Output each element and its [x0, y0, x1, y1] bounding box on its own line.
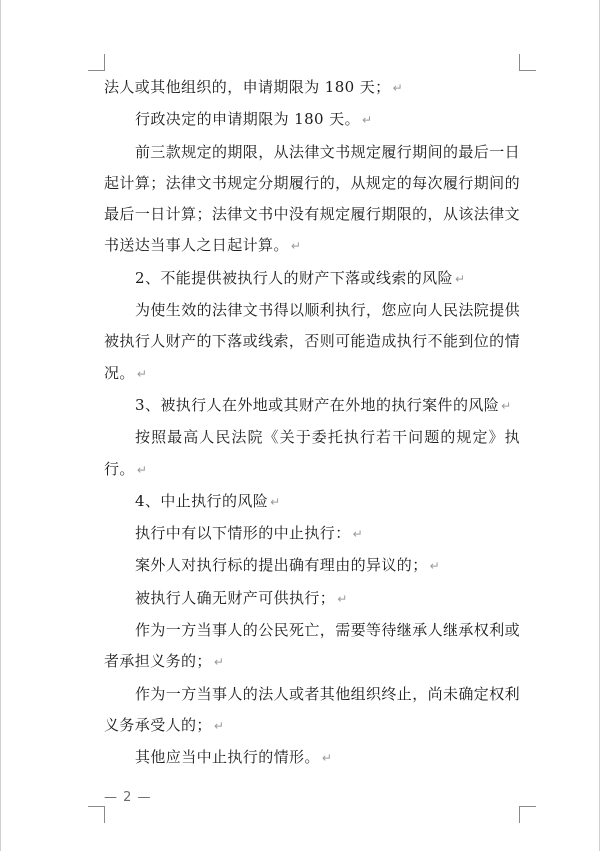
paragraph-text: 被执行人确无财产可供执行； [135, 588, 336, 607]
paragraph[interactable] [104, 615, 520, 679]
paragraph-text: 执行中有以下情形的中止执行： [135, 524, 351, 543]
paragraph-text: 4、中止执行的风险 [135, 491, 269, 510]
paragraph-text: 前三款规定的期限，从法律文书规定履行期间的最后一日起计算；法律文书规定分期履行的，从规定的每次履行期间的最后一日计算；法律文书中没有规定履行期限的，从该法律文书送达当事人之日起计算。 [104, 142, 521, 255]
section-heading[interactable] [104, 486, 520, 518]
crop-mark-bottom-right [519, 806, 536, 823]
page-edge-left [0, 0, 1, 851]
paragraph-mark-icon: ↵ [501, 398, 512, 413]
paragraph-mark-icon: ↵ [136, 462, 147, 477]
paragraph[interactable] [104, 742, 520, 774]
paragraph-text: 其他应当中止执行的情形。 [135, 748, 320, 767]
paragraph-text: 按照最高人民法院《关于委托执行若干问题的规定》执行。 [104, 428, 520, 478]
paragraph-mark-icon: ↵ [290, 239, 301, 254]
crop-mark-top-left [88, 54, 105, 71]
paragraph[interactable] [104, 583, 520, 615]
paragraph-mark-icon: ↵ [213, 655, 224, 670]
page-number-footer: — 2 — [104, 790, 152, 805]
paragraph-text: 行政决定的申请期限为 180 天。 [135, 110, 360, 129]
document-body[interactable] [104, 72, 520, 775]
paragraph[interactable] [104, 679, 520, 743]
paragraph[interactable] [104, 550, 520, 582]
paragraph[interactable] [104, 295, 520, 390]
paragraph[interactable] [104, 518, 520, 550]
paragraph-text: 3、被执行人在外地或其财产在外地的执行案件的风险 [135, 395, 500, 414]
paragraph-text: 作为一方当事人的法人或者其他组织终止，尚未确定权利义务承受人的； [104, 684, 521, 734]
paragraph-mark-icon: ↵ [136, 366, 147, 381]
paragraph-mark-icon: ↵ [429, 559, 440, 574]
paragraph-text: 案外人对执行标的提出确有理由的异议的； [135, 556, 428, 575]
paragraph-text: 法人或其他组织的，申请期限为 180 天； [104, 78, 391, 96]
paragraph-text: 为使生效的法律文书得以顺利执行，您应向人民法院提供被执行人财产的下落或线索，否则可能造成执行不能到位的情况。 [104, 301, 521, 382]
paragraph-mark-icon: ↵ [213, 718, 224, 733]
paragraph-mark-icon: ↵ [454, 271, 466, 286]
paragraph-mark-icon: ↵ [321, 751, 332, 766]
paragraph[interactable] [104, 104, 520, 136]
crop-mark-bottom-left [88, 806, 105, 823]
paragraph-text: 作为一方当事人的公民死亡，需要等待继承人继承权利或者承担义务的； [104, 621, 521, 671]
paragraph[interactable] [104, 422, 520, 486]
paragraph-mark-icon: ↵ [392, 81, 403, 95]
paragraph-mark-icon: ↵ [337, 591, 348, 606]
section-heading[interactable] [104, 263, 520, 295]
paragraph-mark-icon: ↵ [352, 527, 363, 542]
paragraph-text: 2、不能提供被执行人的财产下落或线索的风险 [135, 268, 453, 287]
paragraph[interactable] [104, 137, 520, 263]
section-heading[interactable] [104, 390, 520, 422]
paragraph-mark-icon: ↵ [270, 494, 281, 509]
paragraph-mark-icon: ↵ [361, 113, 373, 128]
crop-mark-top-right [519, 54, 536, 71]
paragraph[interactable] [104, 72, 520, 104]
